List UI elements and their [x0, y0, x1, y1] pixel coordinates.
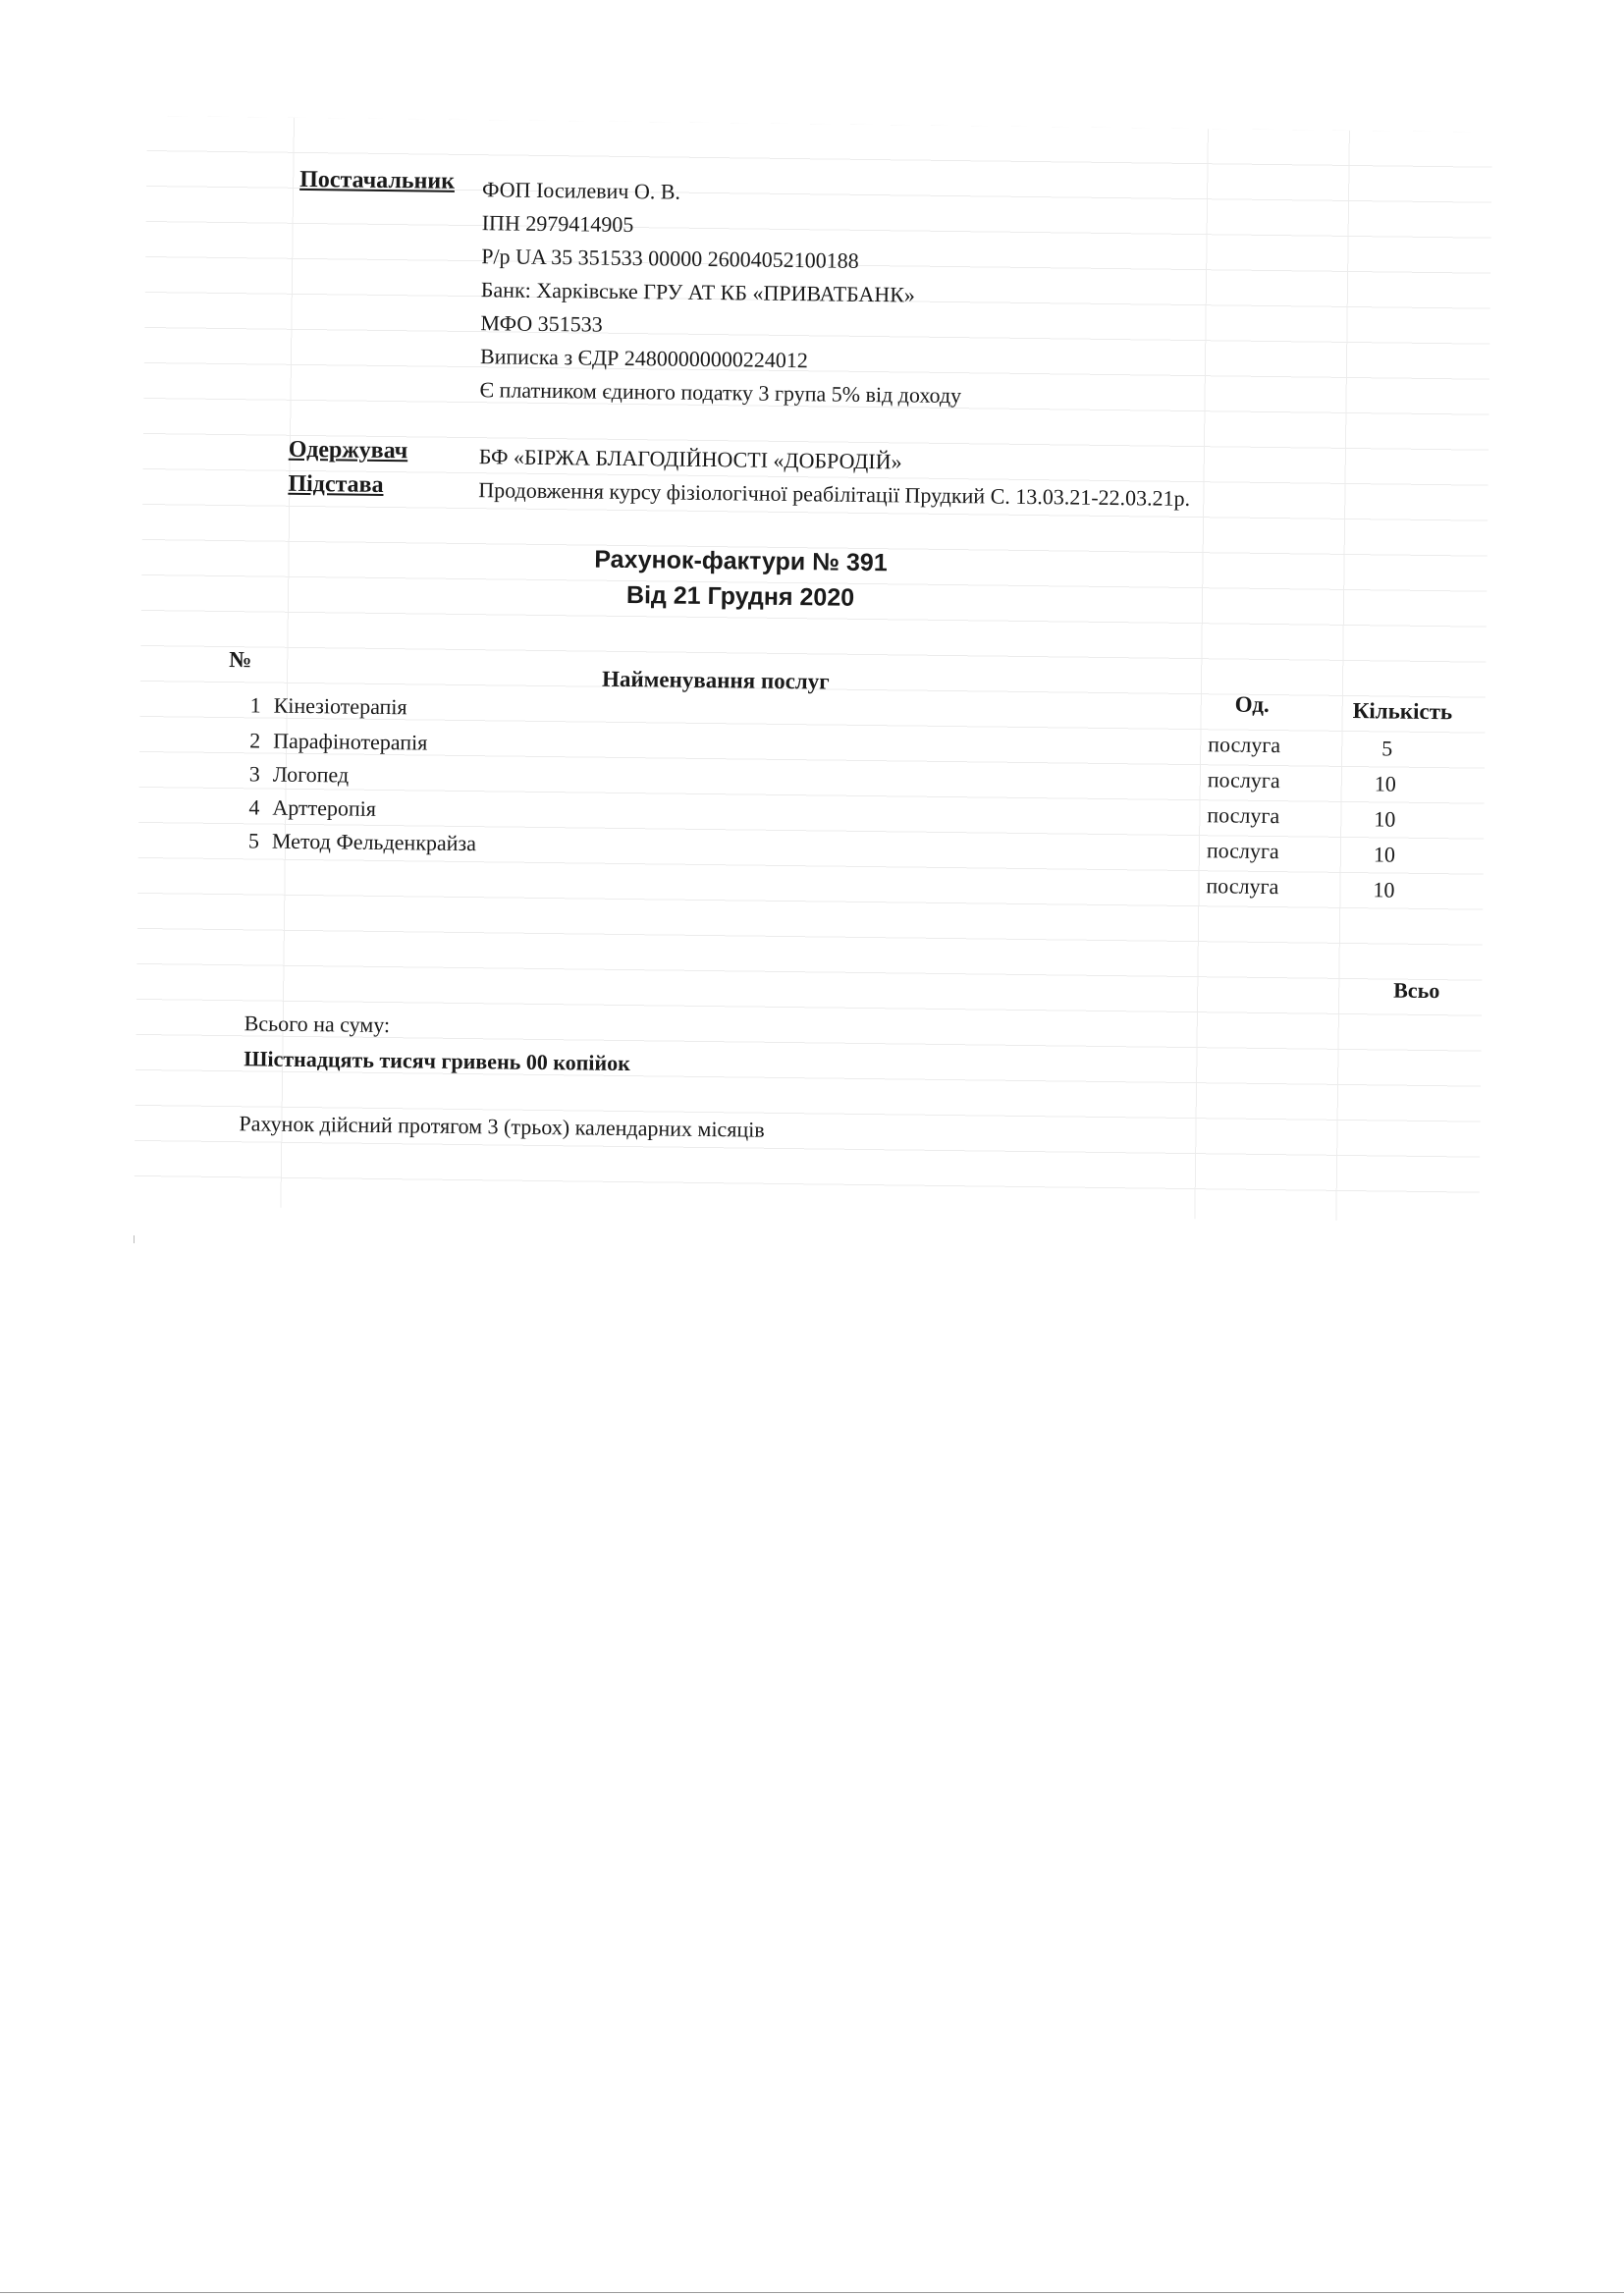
supplier-account: Р/р UA 35 351533 00000 26004052100188 [481, 244, 859, 273]
supplier-tax-id: ІПН 2979414905 [481, 210, 634, 238]
row-1-qty: 5 [1381, 736, 1393, 761]
row-3-unit: послуга [1207, 802, 1280, 829]
row-4-qty: 10 [1373, 842, 1396, 867]
total-in-words: Шістнадцять тисяч гривень 00 копійок [244, 1046, 631, 1076]
row-3-name: Логопед [272, 761, 350, 788]
supplier-mfo: МФО 351533 [480, 310, 603, 337]
header-qty: Кількість [1352, 698, 1453, 725]
basis-value: Продовження курсу фізіологічної реабілітації Прудкий С. 13.03.21-22.03.21р. [478, 477, 1191, 512]
supplier-bank: Банк: Харківське ГРУ АТ КБ «ПРИВАТБАНК» [480, 277, 916, 307]
row-1-name: Кінезіотерапія [273, 692, 407, 720]
row-3-num: 3 [248, 761, 260, 787]
recipient-value: БФ «БІРЖА БЛАГОДІЙНОСТІ «ДОБРОДІЙ» [478, 444, 902, 474]
row-2-qty: 10 [1374, 771, 1396, 796]
header-num: № [229, 647, 252, 673]
row-4-num: 4 [248, 794, 260, 820]
invoice-sheet [134, 116, 1491, 1223]
supplier-registry: Виписка з ЄДР 24800000000224012 [479, 344, 809, 373]
supplier-tax-status: Є платником єдиного податку 3 група 5% від доходу [479, 377, 962, 409]
row-1-unit: послуга [1208, 732, 1281, 758]
row-4-unit: послуга [1206, 838, 1279, 864]
scan-speck [134, 1235, 135, 1243]
row-2-name: Парафінотерапія [273, 728, 428, 755]
row-1-num: 1 [249, 692, 261, 718]
supplier-label: Постачальник [299, 166, 456, 194]
row-5-unit: послуга [1206, 873, 1279, 900]
row-2-num: 2 [249, 728, 261, 753]
header-unit: Од. [1234, 691, 1270, 718]
row-5-name: Метод Фельденкрайза [271, 828, 477, 856]
page-bottom-edge [0, 2292, 1624, 2293]
row-5-qty: 10 [1373, 877, 1395, 902]
basis-label: Підстава [288, 470, 384, 498]
invoice-date: Від 21 Грудня 2020 [625, 580, 855, 612]
total-label: Всього на суму: [244, 1011, 391, 1038]
header-name: Найменування послуг [601, 666, 830, 694]
invoice-title: Рахунок-фактури № 391 [594, 545, 888, 577]
row-3-qty: 10 [1374, 806, 1396, 832]
supplier-name: ФОП Іосилевич О. В. [481, 177, 681, 204]
row-4-name: Арттеропія [272, 794, 377, 821]
total-partial-label: Всьо [1393, 977, 1440, 1004]
recipient-label: Одержувач [288, 436, 408, 465]
validity-note: Рахунок дійсний протягом 3 (трьох) календарних місяців [239, 1111, 765, 1142]
row-2-unit: послуга [1207, 767, 1280, 793]
row-5-num: 5 [247, 828, 260, 853]
